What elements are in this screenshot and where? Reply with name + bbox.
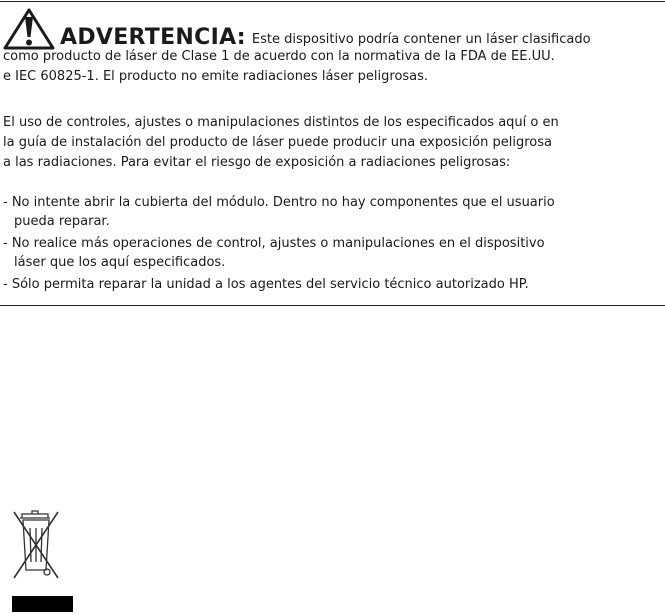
instructions-line-2: la guía de instalación del producto de láser puede producir una exposición peligrosa	[3, 135, 552, 150]
instructions-line-3: a las radiaciones. Para evitar el riesgo de exposición a radiaciones peligrosas:	[3, 155, 511, 170]
warning-title: ADVERTENCIA:	[60, 25, 246, 50]
warning-text-line-3: e IEC 60825-1. El producto no emite radiaciones láser peligrosas.	[3, 69, 429, 84]
bullet-3-line-1: - Sólo permita reparar la unidad a los agentes del servicio técnico autorizado HP.	[3, 277, 529, 292]
top-rule	[0, 1, 665, 2]
bottom-rule	[0, 305, 665, 306]
warning-first-line	[60, 25, 591, 50]
crossed-out-wheelie-bin-icon	[10, 504, 62, 584]
bullet-1-line-2: pueda reparar.	[14, 214, 110, 229]
warning-triangle-icon	[2, 7, 56, 51]
warning-text-line-1: Este dispositivo podría contener un láser clasificado	[251, 32, 591, 47]
bullet-1-line-1: - No intente abrir la cubierta del módulo. Dentro no hay componentes que el usuario	[3, 195, 555, 210]
weee-black-bar	[12, 596, 73, 612]
warning-text-line-2: como producto de láser de Clase 1 de acuerdo con la normativa de la FDA de EE.UU.	[3, 49, 555, 64]
instructions-line-1: El uso de controles, ajustes o manipulaciones distintos de los especificados aquí o en	[3, 115, 559, 130]
bullet-2-line-2: láser que los aquí especificados.	[14, 255, 226, 270]
bullet-2-line-1: - No realice más operaciones de control, ajustes o manipulaciones en el dispositivo	[3, 236, 545, 251]
